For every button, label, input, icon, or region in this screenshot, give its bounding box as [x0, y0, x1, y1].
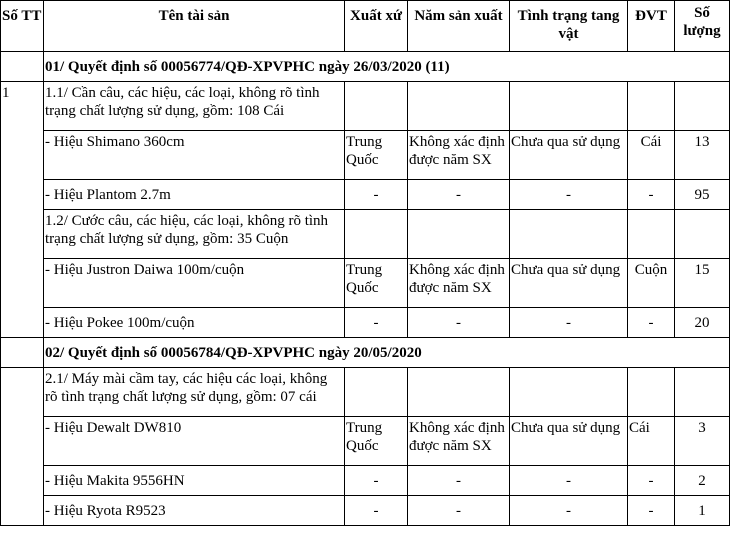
item-year: Không xác định được năm SX: [408, 131, 510, 180]
row-stt: [1, 368, 44, 526]
item-row: [1, 131, 730, 180]
item-year: -: [408, 180, 510, 210]
section-row: [1, 52, 730, 82]
item-origin: -: [345, 180, 408, 210]
item-unit: Cái: [628, 131, 675, 180]
item-origin: -: [345, 466, 408, 496]
group-title: 1.2/ Cước câu, các hiệu, các loại, không rõ tình trạng chất lượng sử dụng, gồm: 35 Cuộn: [44, 210, 345, 259]
section-title: 01/ Quyết định số 00056774/QĐ-XPVPHC ngày 26/03/2020 (11): [44, 52, 730, 82]
group-row: [1, 82, 730, 131]
item-name: - Hiệu Justron Daiwa 100m/cuộn: [44, 259, 345, 308]
item-qty: 2: [675, 466, 730, 496]
item-unit: -: [628, 466, 675, 496]
item-qty: 1: [675, 496, 730, 526]
group-title: 2.1/ Máy mài cầm tay, các hiệu các loại, không rõ tình trạng chất lượng sử dụng, gồm: 07 cái: [44, 368, 345, 417]
header-name: Tên tài sản: [44, 1, 345, 52]
item-name: - Hiệu Dewalt DW810: [44, 417, 345, 466]
item-origin: Trung Quốc: [345, 259, 408, 308]
item-condition: Chưa qua sử dụng: [510, 131, 628, 180]
item-origin: Trung Quốc: [345, 417, 408, 466]
item-origin: Trung Quốc: [345, 131, 408, 180]
group-row: [1, 210, 730, 259]
header-year: Năm sản xuất: [408, 1, 510, 52]
item-row: [1, 259, 730, 308]
item-condition: Chưa qua sử dụng: [510, 259, 628, 308]
item-row: [1, 180, 730, 210]
item-row: [1, 466, 730, 496]
item-row: [1, 496, 730, 526]
item-name: - Hiệu Makita 9556HN: [44, 466, 345, 496]
group-row: [1, 368, 730, 417]
item-condition: -: [510, 308, 628, 338]
header-row: [1, 1, 730, 52]
item-name: - Hiệu Pokee 100m/cuộn: [44, 308, 345, 338]
item-unit: Cái: [628, 417, 675, 466]
item-row: [1, 308, 730, 338]
section-stt-cell: [1, 338, 44, 368]
section-stt-cell: [1, 52, 44, 82]
section-row: [1, 338, 730, 368]
item-qty: 15: [675, 259, 730, 308]
item-name: - Hiệu Plantom 2.7m: [44, 180, 345, 210]
item-unit: -: [628, 496, 675, 526]
item-name: - Hiệu Ryota R9523: [44, 496, 345, 526]
item-qty: 13: [675, 131, 730, 180]
item-condition: Chưa qua sử dụng: [510, 417, 628, 466]
item-year: -: [408, 466, 510, 496]
item-condition: -: [510, 466, 628, 496]
header-qty: Số lượng: [675, 1, 730, 52]
item-unit: Cuộn: [628, 259, 675, 308]
item-unit: -: [628, 308, 675, 338]
group-title: 1.1/ Cần câu, các hiệu, các loại, không rõ tình trạng chất lượng sử dụng, gồm: 108 Cái: [44, 82, 345, 131]
item-qty: 3: [675, 417, 730, 466]
item-qty: 20: [675, 308, 730, 338]
item-row: [1, 417, 730, 466]
item-year: -: [408, 308, 510, 338]
item-year: -: [408, 496, 510, 526]
header-origin: Xuất xứ: [345, 1, 408, 52]
item-condition: -: [510, 180, 628, 210]
item-unit: -: [628, 180, 675, 210]
section-title: 02/ Quyết định số 00056784/QĐ-XPVPHC ngày 20/05/2020: [44, 338, 730, 368]
header-stt: Số TT: [1, 1, 44, 52]
header-condition: Tình trạng tang vật: [510, 1, 628, 52]
item-qty: 95: [675, 180, 730, 210]
header-unit: ĐVT: [628, 1, 675, 52]
item-year: Không xác định được năm SX: [408, 259, 510, 308]
item-condition: -: [510, 496, 628, 526]
item-name: - Hiệu Shimano 360cm: [44, 131, 345, 180]
item-year: Không xác định được năm SX: [408, 417, 510, 466]
item-origin: -: [345, 308, 408, 338]
item-origin: -: [345, 496, 408, 526]
row-stt: 1: [1, 82, 44, 338]
